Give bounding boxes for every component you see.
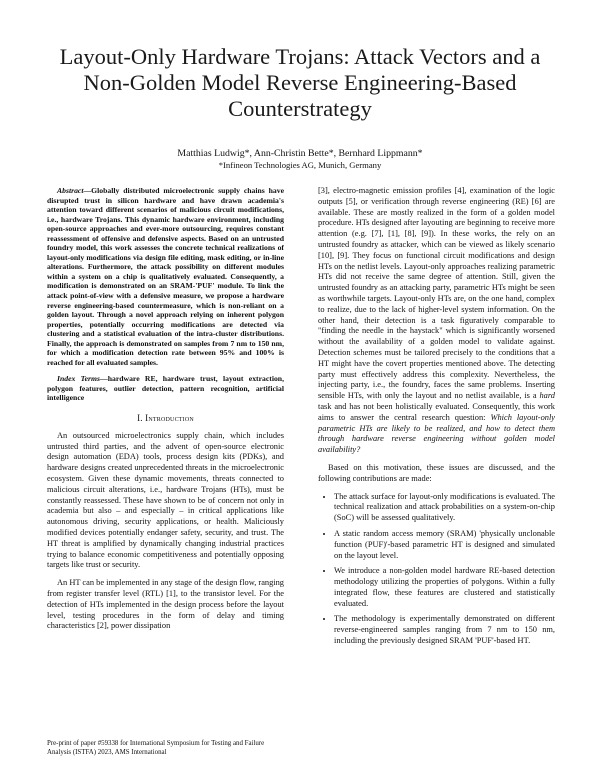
contribution-item: • The methodology is experimentally demonstrated on different reverse-engineered samples ranging from 7 nm to 150 nm, including the previously designed SRAM 'PUF'-based HT. [334, 614, 555, 646]
intro-paragraph-3-tail: task and has not been holistically evaluated. Consequently, this work aims to answer the central research question: [318, 401, 555, 422]
intro-paragraph-2: An HT can be implemented in any stage of the design flow, ranging from register transfer level (RTL) [1], to the transistor level. For the detection of HTs implemented in the design process before the layout level, testing procedures in the form of delay and timing characteristics [2], power dissipation [47, 578, 284, 631]
contribution-list [318, 492, 555, 647]
research-question: Which layout-only parametric HTs are likely to be realized, and how to detect them through hardware reverse engineering without golden model availability? [318, 412, 555, 455]
contribution-item: • We introduce a non-golden model hardware RE-based detection methodology utilizing the properties of polygons. Within a fully integrated flow, these features are clustered and statistically evaluated. [334, 566, 555, 609]
preprint-footnote: Pre-print of paper #59338 for International Symposium for Testing and Failure Analysis (ISTFA) 2023, AMS International [47, 740, 265, 756]
index-terms-lead: Index Terms [57, 374, 101, 384]
paper-title: Layout-Only Hardware Trojans: Attack Vectors and a Non-Golden Model Reverse Engineering-Based Counterstrategy [59, 44, 541, 121]
abstract [47, 186, 284, 367]
section-heading-introduction: I. Introduction [137, 413, 194, 424]
intro-paragraph-3 [318, 186, 555, 456]
emphasis-hard: hard [539, 391, 555, 401]
abstract-lead: Abstract [57, 186, 84, 195]
contribution-item: • A static random access memory (SRAM) 'physically unclonable function (PUF)'-based parametric HT is designed and simulated on the layout level. [334, 529, 555, 561]
intro-paragraph-3-text: [3], electro-magnetic emission profiles [4], examination of the logic outputs [5], or verification through reverse engineering (RE) [6] are available. These are mostly realized in the form of a golden model procedure. HTs designed after layouting are beginning to receive more attention (e.g. [7], [1], [8], [9]). In these works, the rely on an untrusted foundry as attacker, which can be viewed as likely scenario [10], [9]. They focus on functional circuit modifications and design HTs on the netlist levels. Layout-only approaches realizing parametric HTs did not receive the same degree of attention. Still, given the untrusted foundry as an attacking party, parametric HTs might be seen as worthwhile targets. Layout-only HTs are, on the one hand, complex to realize, due to the lack of higher-level system information. On the other hand, their detection is a task figuratively comparable to "finding the needle in the haystack" which is significantly worsened without the availability of a golden model to validate against. Detection schemes must be tailored precisely to the conditions that a HT might have the covert properties mentioned above. The detecting party must effectively address this complexity. Nevertheless, the injecting party, i.e., the foundry, faces the same problems. Inserting sensible HTs, with only the layout and no netlist available, is a [318, 186, 555, 401]
intro-paragraph-1: An outsourced microelectronics supply chain, which includes untrusted third parties, and the advent of open-source electronic design automation (EDA) tools, process design kits (PDKs), and hardware designs created unprecedented threats in the microelectronic ecosystem. Given these dynamic movements, threats connected to malicious circuit alterations, i.e., hardware Trojans (HTs), must be constantly reassessed. These have shown to be of concern not only in academia but also – and especially – in critical applications like autonomous driving, security applications, or health. Maliciously modified devices potentially endanger safety, security, and trust. The HT threat is amplified by dynamically changing industrial practices trying to balance economic competitiveness and potentially opposing targets like trust or security. [47, 430, 284, 570]
right-column [318, 186, 555, 652]
index-terms [47, 374, 284, 403]
abstract-text: —Globally distributed microelectronic supply chains have disrupted trust in silicon hardware and have drawn academia's attention toward different scenarios of malicious circuit modifications, i.e., hardware Trojans. This dynamic hardware environment, including open-source approaches and ever-more outsourcing, requires constant reassessment of offensive and defensive aspects. Based on an untrusted foundry model, this work assesses the concrete technical realizations of layout-only modifications via design file editing, mask editing, or in-line alterations. Furthermore, the attack possibility on different modules within a system on a chip is qualitatively evaluated. Consequently, a modification is demonstrated on an SRAM-'PUF' module. To link the attack point-of-view with a defensive measure, we propose a hardware reverse engineering-based countermeasure, which is non-reliant on a golden layout. Through a novel approach relying on inherent polygon properties, potentially occurring modifications are detected via clustering and a statistical evaluation of the intra-cluster distributions. Finally, the approach is demonstrated on samples from 7 nm to 150 nm, for which a modification detection rate between 95% and 100% is reached for all evaluated samples. [47, 186, 284, 367]
intro-paragraph-4: Based on this motivation, these issues are discussed, and the following contributions are made: [318, 462, 555, 483]
left-column [47, 186, 284, 639]
affiliation: *Infineon Technologies AG, Munich, Germany [218, 160, 382, 170]
index-terms-text: —hardware RE, hardware trust, layout extraction, polygon features, outlier detection, pattern recognition, artificial intelligence [47, 374, 284, 403]
author-list: Matthias Ludwig*, Ann-Christin Bette*, Bernhard Lippmann* [177, 148, 423, 159]
contribution-item: • The attack surface for layout-only modifications is evaluated. The technical realization and attack probabilities on a system-on-chip (SoC) will be assessed qualitatively. [334, 492, 555, 524]
